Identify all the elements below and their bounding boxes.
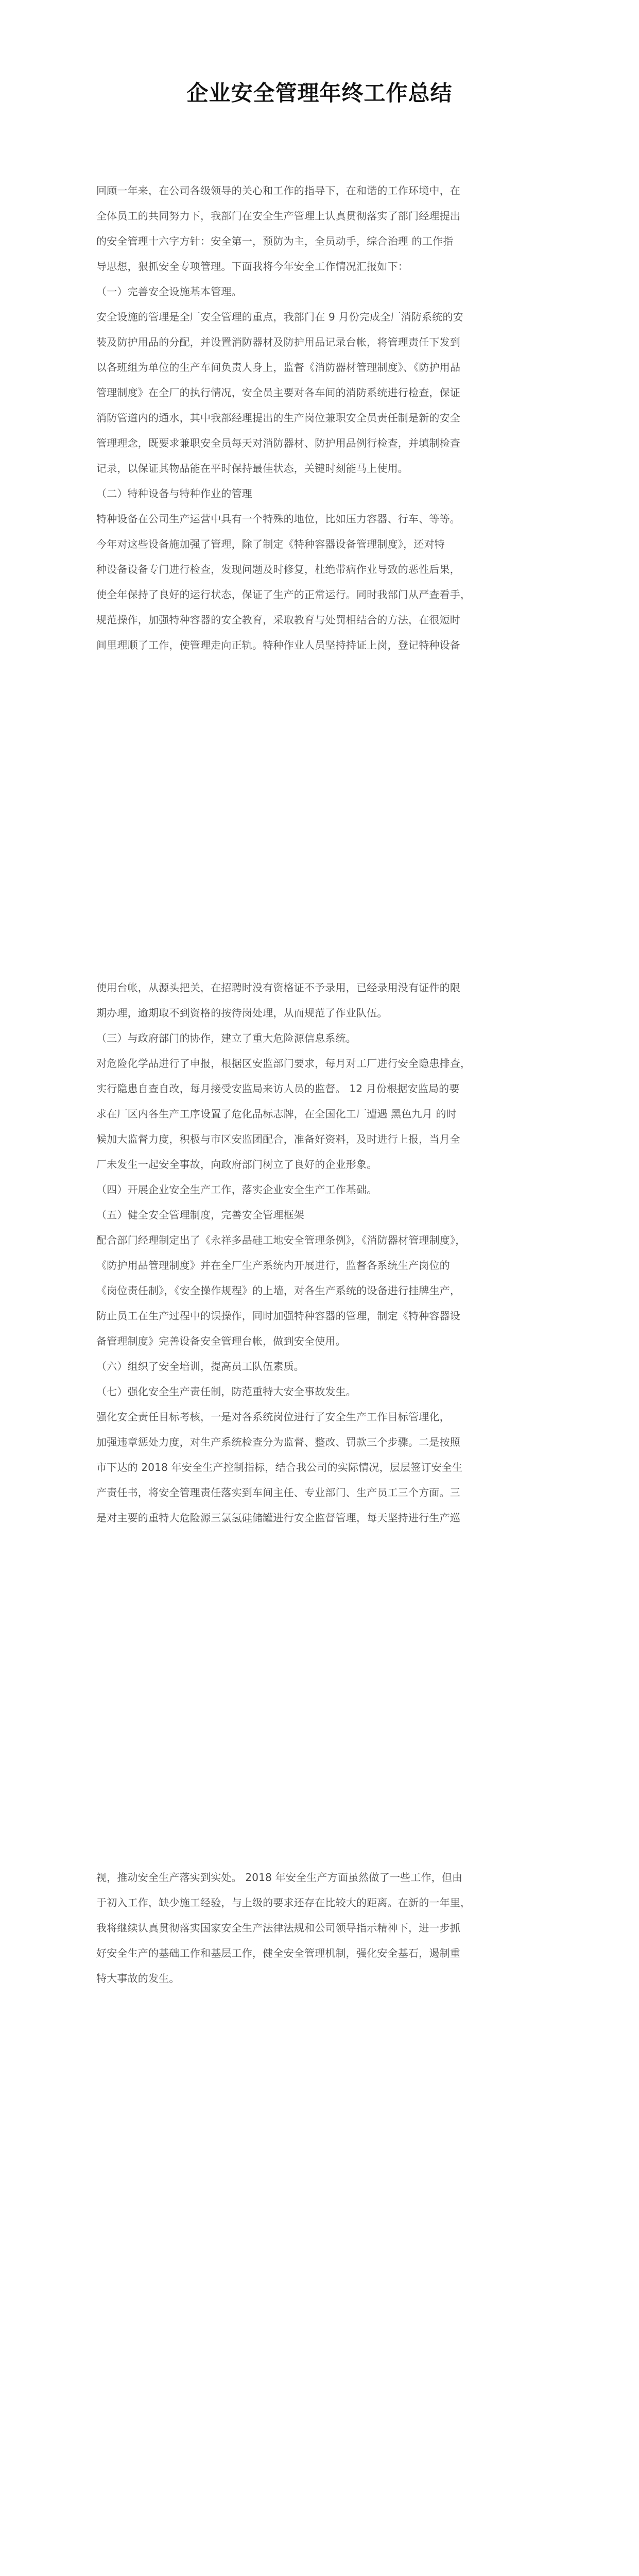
- paragraph-line: 于初入工作，缺少施工经验，与上级的要求还存在比较大的距离。在新的一年里，: [96, 1896, 471, 1909]
- paragraph-line: 防止员工在生产过程中的误操作，同时加强特种容器的管理，制定《特种容器设: [96, 1310, 460, 1322]
- paragraph-line: 《防护用品管理制度》并在全厂生产系统内开展进行，监督各系统生产岗位的: [96, 1259, 450, 1272]
- paragraph-line: （七）强化安全生产责任制，防范重特大安全事故发生。: [96, 1385, 356, 1398]
- paragraph-line: 厂未发生一起安全事故，向政府部门树立了良好的企业形象。: [96, 1158, 377, 1171]
- body-section-1: [96, 178, 549, 658]
- paragraph-line: 回顾一年来，在公司各级领导的关心和工作的指导下，在和谐的工作环境中，在: [96, 184, 460, 197]
- paragraph-line: 种设备设备专门进行检查，发现问题及时修复，杜绝带病作业导致的恶性后果，: [96, 563, 460, 575]
- paragraph-line: 市下达的 2018 年安全生产控制指标，结合我公司的实际情况，层层签订安全生: [96, 1461, 463, 1473]
- paragraph-line: 间里理顺了工作，使管理走向正轨。特种作业人员坚持持证上岗，登记特种设备: [96, 639, 460, 651]
- paragraph-line: 强化安全责任目标考核，一是对各系统岗位进行了安全生产工作目标管理化，: [96, 1411, 450, 1423]
- paragraph-line: 候加大监督力度，积极与市区安监团配合，准备好资料，及时进行上报，当月全: [96, 1133, 460, 1145]
- paragraph-line: 期办理，逾期取不到资格的按待岗处理，从而规范了作业队伍。: [96, 1007, 388, 1019]
- paragraph-line: （三）与政府部门的协作，建立了重大危险源信息系统。: [96, 1032, 356, 1044]
- paragraph-line: 产责任书，将安全管理责任落实到车间主任、专业部门、生产员工三个方面。三: [96, 1486, 460, 1499]
- paragraph-line: 实行隐患自查自改，每月接受安监局来访人员的监督。 12 月份根据安监局的要: [96, 1082, 460, 1095]
- paragraph-line: 加强违章惩处力度，对生产系统检查分为监督、整改、罚款三个步骤。二是按照: [96, 1436, 460, 1448]
- paragraph-line: 特大事故的发生。: [96, 1972, 180, 1985]
- paragraph-line: （六）组织了安全培训，提高员工队伍素质。: [96, 1360, 304, 1372]
- paragraph-line: （四）开展企业安全生产工作，落实企业安全生产工作基础。: [96, 1183, 377, 1196]
- paragraph-line: 《岗位责任制》，《安全操作规程》的上墙，对各生产系统的设备进行挂牌生产，: [96, 1284, 461, 1297]
- paragraph-line: 记录，以保证其物品能在平时保持最佳状态，关键时刻能马上使用。: [96, 462, 408, 474]
- paragraph-line: （二）特种设备与特种作业的管理: [96, 487, 252, 500]
- document-title: 企业安全管理年终工作总结: [186, 80, 453, 106]
- paragraph-line: 今年对这些设备施加强了管理，除了制定《特种容器设备管理制度》，还对特: [96, 538, 445, 550]
- paragraph-line: 的安全管理十六字方针：安全第一，预防为主，全员动手，综合治理 的工作指: [96, 235, 454, 247]
- paragraph-line: 消防管道内的通水，其中我部经理提出的生产岗位兼职安全员责任制是新的安全: [96, 412, 460, 424]
- paragraph-line: 我将继续认真贯彻落实国家安全生产法律法规和公司领导指示精神下，进一步抓: [96, 1922, 460, 1934]
- paragraph-line: 视，推动安全生产落实到实处。 2018 年安全生产方面虽然做了一些工作，但由: [96, 1871, 463, 1884]
- paragraph-line: 对危险化学品进行了申报，根据区安监部门要求，每月对工厂进行安全隐患排查，: [96, 1057, 471, 1070]
- body-section-2: [96, 975, 549, 1531]
- paragraph-line: 管理制度》在全厂的执行情况，安全员主要对各车间的消防系统进行检查，保证: [96, 386, 460, 399]
- paragraph-line: 规范操作，加强特种容器的安全教育，采取教育与处罚相结合的方法，在很短时: [96, 614, 460, 626]
- paragraph-line: 装及防护用品的分配，并设置消防器材及防护用品记录台帐，将管理责任下发到: [96, 336, 460, 348]
- paragraph-line: 导思想，狠抓安全专项管理。下面我将今年安全工作情况汇报如下：: [96, 260, 408, 273]
- paragraph-line: 使全年保持了良好的运行状态，保证了生产的正常运行。同时我部门从严查看手，: [96, 588, 471, 601]
- paragraph-line: 全体员工的共同努力下，我部门在安全生产管理上认真贯彻落实了部门经理提出: [96, 210, 460, 222]
- paragraph-line: 特种设备在公司生产运营中具有一个特殊的地位，比如压力容器、行车、等等。: [96, 513, 460, 525]
- paragraph-line: （五）健全安全管理制度，完善安全管理框架: [96, 1209, 304, 1221]
- paragraph-line: 使用台帐，从源头把关，在招聘时没有资格证不予录用，已经录用没有证件的限: [96, 981, 460, 994]
- paragraph-line: 好安全生产的基础工作和基层工作，健全安全管理机制，强化安全基石，遏制重: [96, 1947, 460, 1959]
- paragraph-line: 备管理制度》完善设备安全管理台帐，做到安全使用。: [96, 1335, 346, 1347]
- paragraph-line: 求在厂区内各生产工序设置了危化品标志牌，在全国化工厂遭遇 黑色九月 的时: [96, 1108, 457, 1120]
- paragraph-line: （一）完善安全设施基本管理。: [96, 285, 242, 298]
- paragraph-line: 是对主要的重特大危险源三氯氢硅储罐进行安全监督管理，每天坚持进行生产巡: [96, 1512, 460, 1524]
- paragraph-line: 管理理念，既要求兼职安全员每天对消防器材、防护用品例行检查，并填制检查: [96, 437, 460, 449]
- paragraph-line: 配合部门经理制定出了《永祥多晶硅工地安全管理条例》，《消防器材管理制度》，: [96, 1234, 466, 1246]
- body-section-3: [96, 1865, 549, 1991]
- paragraph-line: 安全设施的管理是全厂安全管理的重点，我部门在 9 月份完成全厂消防系统的安: [96, 311, 463, 323]
- paragraph-line: 以各班组为单位的生产车间负责人身上，监督《消防器材管理制度》、《防护用品: [96, 361, 461, 374]
